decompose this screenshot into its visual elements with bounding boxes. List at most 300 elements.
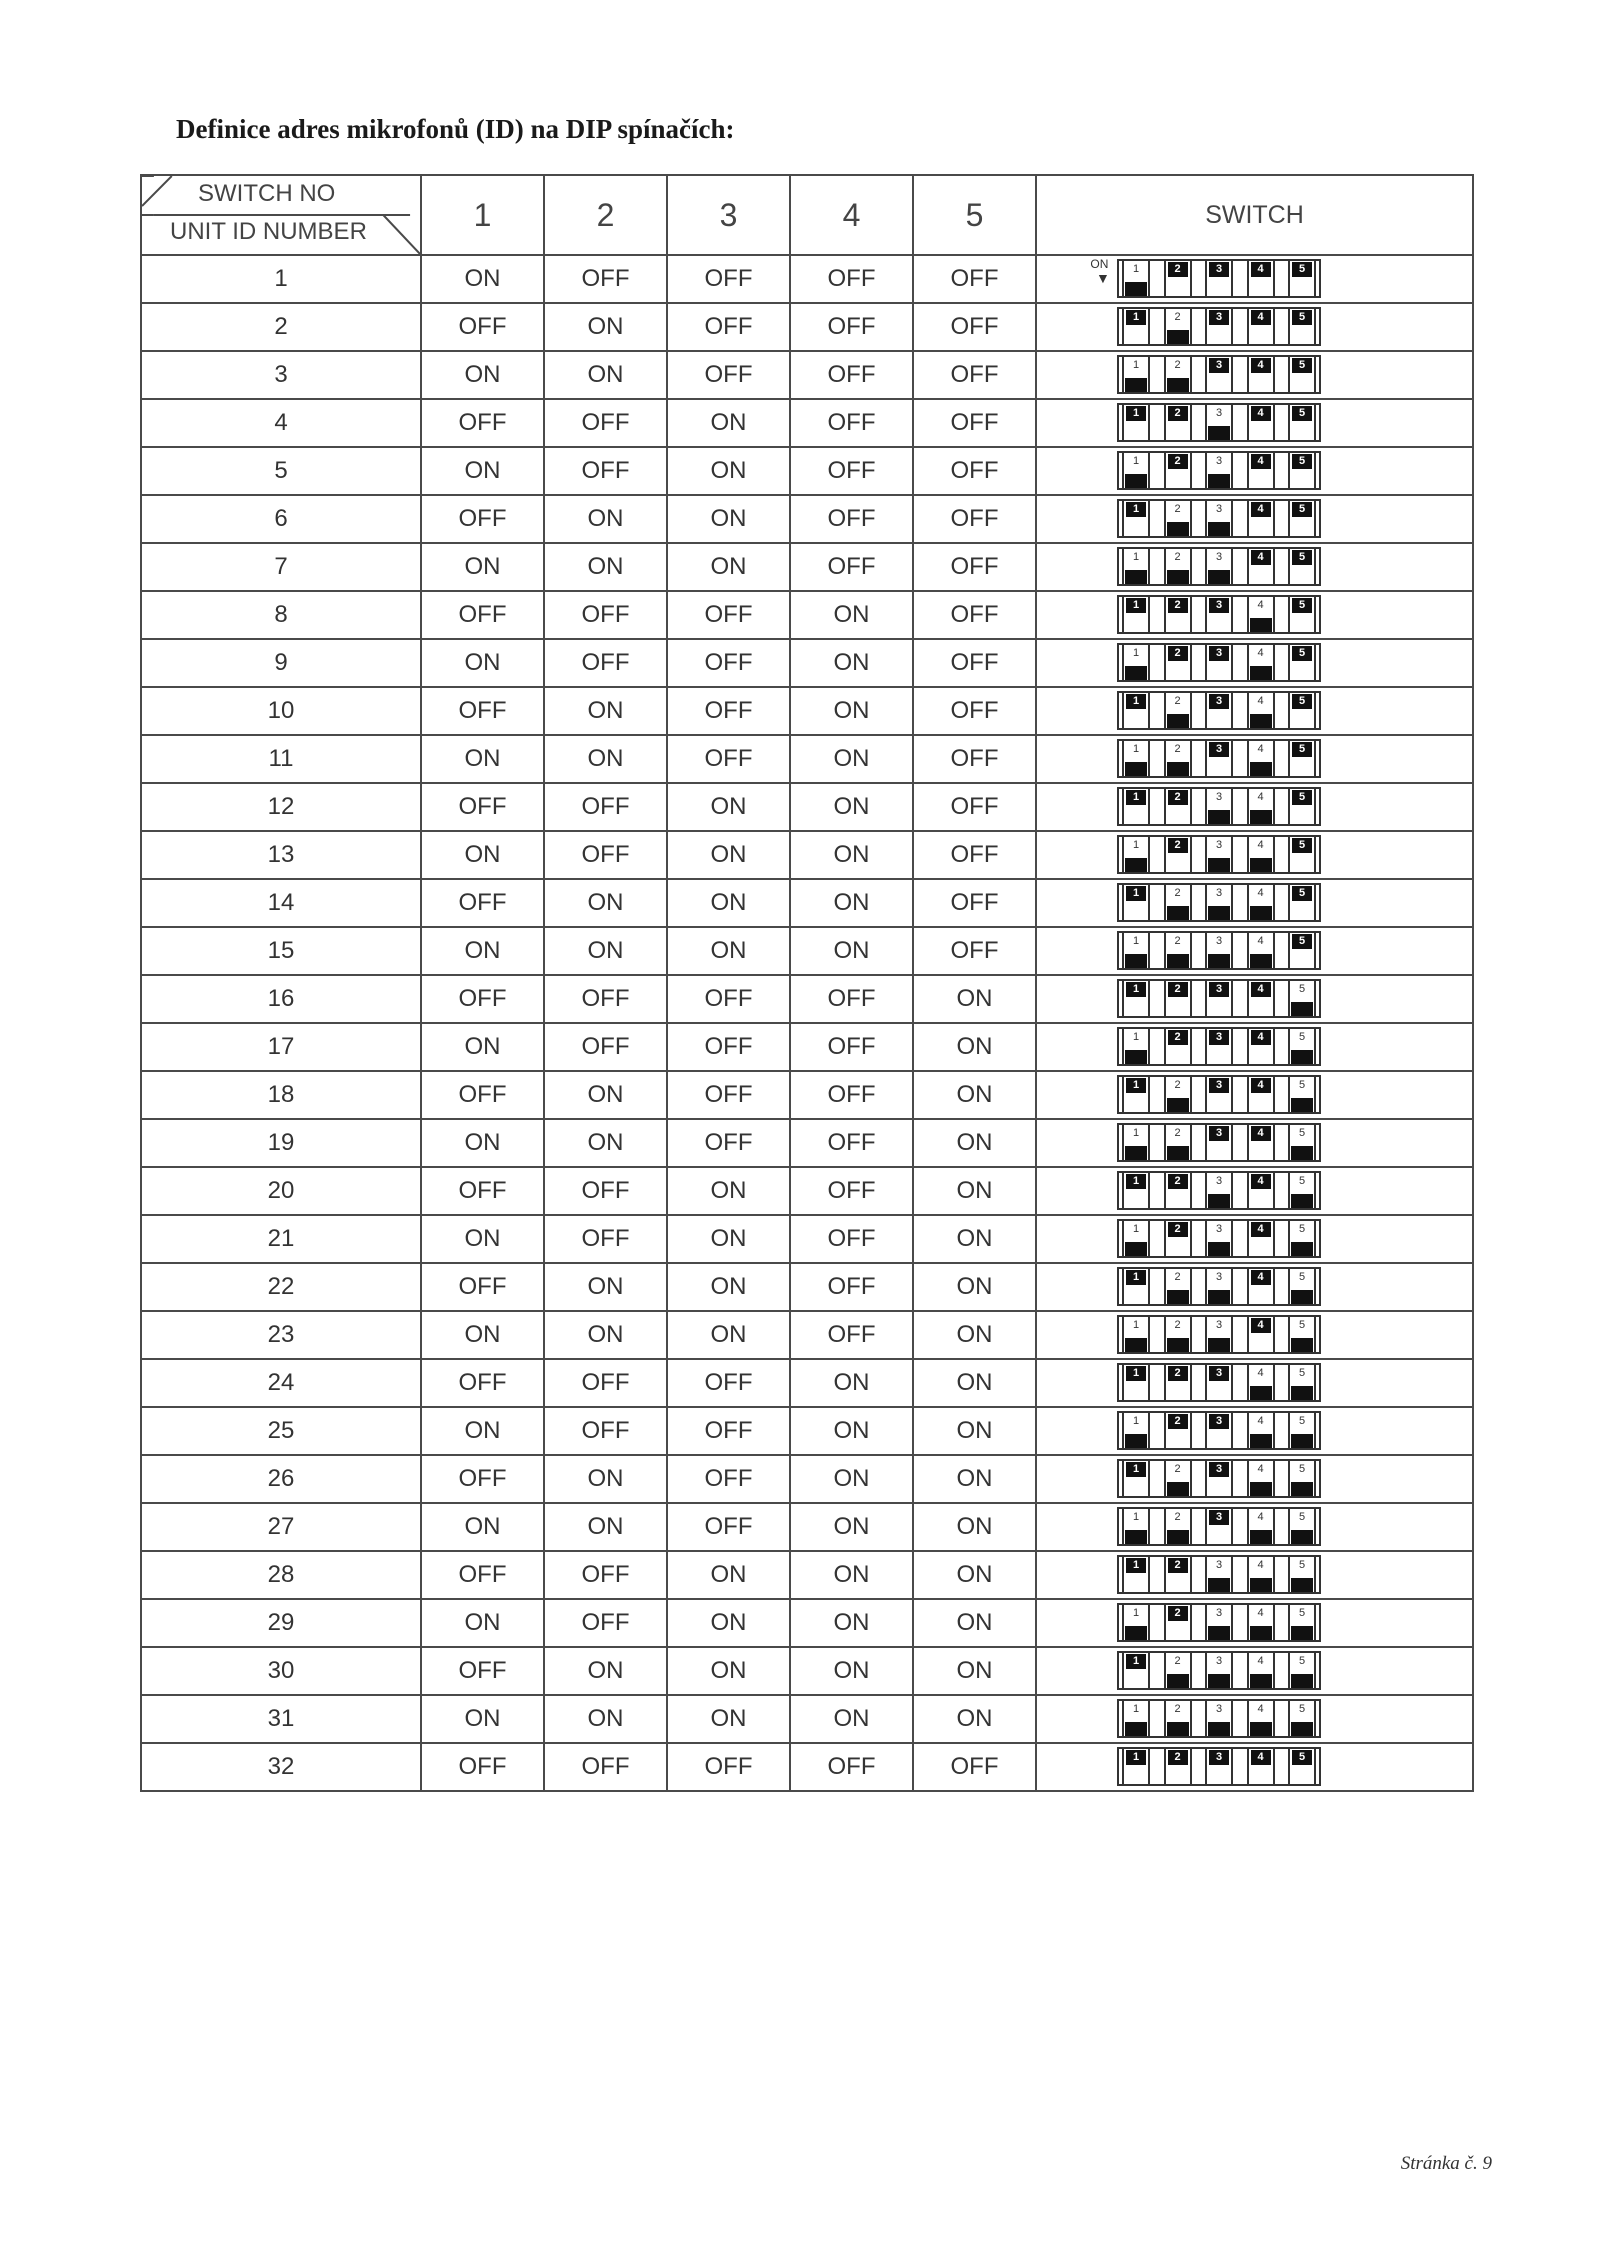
dip-lever-number: 3	[1209, 646, 1229, 661]
dip-lever-off	[1122, 1557, 1150, 1592]
switch-state-cell: OFF	[544, 783, 667, 831]
dip-lever-knob	[1125, 1434, 1147, 1448]
dip-lever-number: 1	[1132, 455, 1140, 467]
switch-state-cell: OFF	[913, 495, 1036, 543]
dip-lever-on	[1247, 741, 1275, 776]
switch-state-cell: OFF	[790, 975, 913, 1023]
switch-state-cell: OFF	[667, 303, 790, 351]
dip-lever-knob	[1208, 522, 1230, 536]
dip-lever-on	[1122, 549, 1150, 584]
dip-lever-number: 3	[1215, 1319, 1223, 1331]
dip-lever-knob	[1208, 1338, 1230, 1352]
table-row	[141, 1359, 1473, 1407]
on-marker-label: ON	[1090, 257, 1109, 271]
dip-switch-icon	[1117, 1747, 1321, 1786]
switch-state-cell: OFF	[421, 975, 544, 1023]
dip-switch-diagram-cell	[1036, 1359, 1473, 1407]
dip-lever-off	[1247, 357, 1275, 392]
switch-state-cell: OFF	[667, 735, 790, 783]
switch-state-cell: ON	[667, 831, 790, 879]
table-row	[141, 831, 1473, 879]
dip-lever-knob	[1167, 1674, 1189, 1688]
dip-lever-knob	[1208, 858, 1230, 872]
dip-lever-off	[1247, 549, 1275, 584]
dip-lever-number: 1	[1132, 263, 1140, 275]
switch-state-cell: OFF	[544, 639, 667, 687]
dip-lever-on	[1288, 1269, 1316, 1304]
dip-lever-on	[1122, 1029, 1150, 1064]
dip-lever-on	[1205, 1221, 1233, 1256]
dip-lever-number: 4	[1251, 1078, 1271, 1093]
table-row	[141, 1407, 1473, 1455]
dip-lever-number: 2	[1174, 1511, 1181, 1523]
dip-lever-number: 4	[1257, 599, 1264, 611]
dip-lever-knob	[1167, 1146, 1189, 1160]
dip-switch-icon	[1117, 1219, 1321, 1258]
dip-switch-icon	[1117, 883, 1321, 922]
dip-lever-number: 5	[1292, 790, 1312, 805]
switch-state-cell: OFF	[790, 255, 913, 303]
switch-state-cell: ON	[421, 1599, 544, 1647]
switch-state-cell: OFF	[544, 399, 667, 447]
dip-lever-number: 5	[1292, 454, 1312, 469]
switch-state-cell: ON	[790, 735, 913, 783]
dip-lever-number: 3	[1215, 791, 1223, 803]
dip-lever-number: 2	[1168, 406, 1188, 421]
dip-lever-number: 4	[1257, 647, 1264, 659]
switch-state-cell: ON	[544, 351, 667, 399]
switch-state-cell: ON	[421, 639, 544, 687]
dip-lever-knob	[1250, 618, 1272, 632]
dip-lever-knob	[1125, 1338, 1147, 1352]
unit-id-cell: 15	[141, 927, 421, 975]
dip-lever-number: 4	[1251, 1174, 1271, 1189]
dip-lever-number: 1	[1132, 1607, 1140, 1619]
dip-lever-off	[1122, 501, 1150, 536]
dip-lever-on	[1164, 1653, 1192, 1688]
dip-lever-off	[1247, 1173, 1275, 1208]
switch-state-cell: OFF	[667, 687, 790, 735]
on-direction-marker	[1089, 258, 1110, 285]
dip-lever-knob	[1291, 1290, 1313, 1304]
dip-lever-on	[1164, 1317, 1192, 1352]
switch-state-cell: OFF	[421, 1359, 544, 1407]
switch-state-cell: OFF	[667, 975, 790, 1023]
dip-lever-on	[1122, 357, 1150, 392]
dip-lever-on	[1288, 1653, 1316, 1688]
dip-lever-on	[1247, 1557, 1275, 1592]
dip-lever-off	[1164, 261, 1192, 296]
switch-state-cell: ON	[544, 543, 667, 591]
dip-lever-knob	[1208, 1194, 1230, 1208]
dip-lever-off	[1164, 405, 1192, 440]
dip-lever-off	[1122, 1269, 1150, 1304]
dip-lever-number: 2	[1168, 1414, 1188, 1429]
dip-lever-number: 1	[1126, 502, 1146, 517]
dip-lever-number: 5	[1292, 598, 1312, 613]
table-row	[141, 303, 1473, 351]
dip-lever-number: 2	[1174, 1463, 1181, 1475]
dip-switch-icon	[1117, 1123, 1321, 1162]
dip-lever-knob	[1125, 570, 1147, 584]
unit-id-cell: 27	[141, 1503, 421, 1551]
dip-lever-on	[1288, 1557, 1316, 1592]
dip-lever-number: 1	[1132, 743, 1140, 755]
dip-lever-on	[1122, 1413, 1150, 1448]
dip-lever-off	[1164, 645, 1192, 680]
switch-state-cell: ON	[421, 1119, 544, 1167]
switch-state-cell: ON	[790, 591, 913, 639]
dip-lever-number: 1	[1126, 598, 1146, 613]
dip-lever-knob	[1125, 666, 1147, 680]
dip-switch-diagram-cell	[1036, 1119, 1473, 1167]
switch-state-cell: OFF	[913, 591, 1036, 639]
dip-lever-off	[1122, 1653, 1150, 1688]
dip-lever-on	[1122, 933, 1150, 968]
dip-lever-number: 1	[1126, 1750, 1146, 1765]
dip-switch-diagram-cell	[1036, 495, 1473, 543]
unit-id-cell: 18	[141, 1071, 421, 1119]
dip-lever-off	[1122, 597, 1150, 632]
dip-lever-knob	[1208, 426, 1230, 440]
dip-lever-number: 5	[1292, 550, 1312, 565]
switch-state-cell: ON	[913, 1503, 1036, 1551]
dip-switch-icon	[1117, 787, 1321, 826]
table-row	[141, 1695, 1473, 1743]
dip-switch-diagram-cell	[1036, 1407, 1473, 1455]
switch-state-cell: ON	[913, 1167, 1036, 1215]
unit-id-cell: 25	[141, 1407, 421, 1455]
dip-lever-number: 3	[1209, 1510, 1229, 1525]
dip-lever-number: 5	[1292, 502, 1312, 517]
dip-lever-on	[1288, 1365, 1316, 1400]
dip-lever-off	[1247, 309, 1275, 344]
unit-id-cell: 16	[141, 975, 421, 1023]
dip-switch-diagram-cell	[1036, 1503, 1473, 1551]
switch-state-cell: OFF	[913, 639, 1036, 687]
dip-lever-number: 5	[1292, 406, 1312, 421]
dip-lever-knob	[1208, 954, 1230, 968]
table-row	[141, 1551, 1473, 1599]
dip-lever-number: 4	[1251, 1030, 1271, 1045]
switch-state-cell: ON	[544, 1455, 667, 1503]
switch-column-header: 5	[913, 175, 1036, 255]
dip-switch-diagram-cell	[1036, 1599, 1473, 1647]
dip-lever-off	[1164, 981, 1192, 1016]
dip-lever-off	[1247, 453, 1275, 488]
switch-state-cell: OFF	[667, 639, 790, 687]
dip-lever-number: 5	[1298, 1271, 1306, 1283]
switch-state-cell: OFF	[913, 303, 1036, 351]
dip-lever-number: 1	[1132, 1127, 1140, 1139]
dip-lever-knob	[1167, 906, 1189, 920]
dip-lever-knob	[1208, 810, 1230, 824]
dip-lever-on	[1247, 597, 1275, 632]
dip-switch-diagram-cell	[1036, 1167, 1473, 1215]
dip-lever-on	[1247, 837, 1275, 872]
dip-lever-on	[1164, 933, 1192, 968]
dip-lever-off	[1122, 789, 1150, 824]
switch-state-cell: OFF	[790, 399, 913, 447]
dip-lever-number: 2	[1168, 1366, 1188, 1381]
dip-switch-diagram-cell	[1036, 399, 1473, 447]
dip-lever-number: 3	[1215, 407, 1223, 419]
dip-lever-number: 2	[1174, 1079, 1181, 1091]
dip-switch-diagram-cell	[1036, 351, 1473, 399]
dip-lever-on	[1122, 261, 1150, 296]
dip-lever-number: 1	[1126, 694, 1146, 709]
dip-lever-on	[1205, 405, 1233, 440]
dip-lever-knob	[1125, 1242, 1147, 1256]
dip-lever-knob	[1250, 810, 1272, 824]
switch-state-cell: ON	[421, 1215, 544, 1263]
dip-lever-on	[1288, 1077, 1316, 1112]
dip-lever-on	[1247, 789, 1275, 824]
dip-switch-icon	[1117, 691, 1321, 730]
corner-header-cell	[141, 175, 421, 255]
dip-lever-off	[1164, 1749, 1192, 1784]
dip-lever-number: 4	[1257, 791, 1264, 803]
dip-lever-number: 1	[1132, 839, 1140, 851]
dip-lever-knob	[1125, 1050, 1147, 1064]
dip-lever-knob	[1167, 762, 1189, 776]
dip-lever-on	[1205, 837, 1233, 872]
switch-state-cell: OFF	[790, 1023, 913, 1071]
dip-lever-number: 4	[1251, 982, 1271, 997]
switch-state-cell: ON	[913, 1551, 1036, 1599]
dip-switch-diagram-cell	[1036, 591, 1473, 639]
dip-lever-number: 1	[1126, 1366, 1146, 1381]
dip-lever-off	[1164, 1365, 1192, 1400]
dip-lever-knob	[1250, 1530, 1272, 1544]
dip-lever-number: 5	[1298, 1079, 1306, 1091]
dip-lever-knob	[1291, 1338, 1313, 1352]
unit-id-cell: 29	[141, 1599, 421, 1647]
dip-lever-knob	[1208, 1578, 1230, 1592]
switch-state-cell: OFF	[544, 1743, 667, 1791]
dip-switch-icon	[1117, 1555, 1321, 1594]
dip-lever-number: 4	[1251, 406, 1271, 421]
dip-lever-number: 4	[1251, 1270, 1271, 1285]
dip-switch-icon	[1117, 1699, 1321, 1738]
dip-lever-off	[1122, 309, 1150, 344]
dip-lever-number: 5	[1292, 838, 1312, 853]
dip-lever-knob	[1208, 1722, 1230, 1736]
dip-lever-knob	[1291, 1098, 1313, 1112]
dip-lever-off	[1288, 837, 1316, 872]
dip-switch-icon	[1117, 355, 1321, 394]
dip-lever-knob	[1291, 1434, 1313, 1448]
switch-state-cell: OFF	[544, 1167, 667, 1215]
dip-lever-number: 2	[1168, 1174, 1188, 1189]
table-row	[141, 1071, 1473, 1119]
switch-state-cell: ON	[544, 687, 667, 735]
switch-state-cell: ON	[790, 879, 913, 927]
dip-switch-diagram-cell	[1036, 1551, 1473, 1599]
dip-lever-on	[1288, 1461, 1316, 1496]
switch-state-cell: OFF	[421, 783, 544, 831]
switch-state-cell: ON	[790, 1455, 913, 1503]
unit-id-cell: 8	[141, 591, 421, 639]
table-row	[141, 783, 1473, 831]
dip-lever-number: 3	[1209, 1030, 1229, 1045]
dip-lever-number: 4	[1257, 695, 1264, 707]
table-row	[141, 351, 1473, 399]
unit-id-cell: 22	[141, 1263, 421, 1311]
dip-lever-off	[1247, 1749, 1275, 1784]
dip-lever-number: 3	[1209, 262, 1229, 277]
dip-lever-off	[1205, 309, 1233, 344]
dip-lever-number: 4	[1257, 1463, 1264, 1475]
switch-state-cell: OFF	[421, 1743, 544, 1791]
dip-lever-number: 1	[1132, 1031, 1140, 1043]
dip-lever-on	[1288, 1509, 1316, 1544]
dip-lever-number: 4	[1257, 1415, 1264, 1427]
dip-lever-knob	[1291, 1482, 1313, 1496]
dip-lever-off	[1205, 741, 1233, 776]
switch-state-cell: OFF	[544, 1359, 667, 1407]
switch-state-cell: ON	[667, 1215, 790, 1263]
unit-id-cell: 31	[141, 1695, 421, 1743]
switch-state-cell: ON	[544, 1119, 667, 1167]
dip-lever-off	[1205, 1413, 1233, 1448]
switch-state-cell: OFF	[913, 255, 1036, 303]
dip-lever-on	[1164, 1269, 1192, 1304]
dip-lever-number: 3	[1215, 1655, 1223, 1667]
dip-lever-number: 2	[1168, 790, 1188, 805]
dip-lever-number: 1	[1132, 1511, 1140, 1523]
dip-lever-off	[1288, 933, 1316, 968]
dip-lever-on	[1247, 1413, 1275, 1448]
table-row	[141, 1311, 1473, 1359]
unit-id-cell: 6	[141, 495, 421, 543]
dip-lever-number: 4	[1257, 935, 1264, 947]
switch-state-cell: OFF	[421, 1167, 544, 1215]
dip-lever-number: 2	[1174, 1127, 1181, 1139]
dip-lever-number: 3	[1209, 310, 1229, 325]
dip-switch-diagram-cell	[1036, 1263, 1473, 1311]
dip-lever-number: 3	[1215, 551, 1223, 563]
dip-lever-on	[1164, 885, 1192, 920]
dip-lever-on	[1122, 1701, 1150, 1736]
dip-lever-number: 1	[1132, 1319, 1140, 1331]
dip-lever-off	[1164, 837, 1192, 872]
page-title: Definice adres mikrofonů (ID) na DIP spínačích:	[176, 114, 735, 144]
table-row	[141, 1119, 1473, 1167]
dip-lever-on	[1122, 453, 1150, 488]
dip-lever-on	[1164, 549, 1192, 584]
dip-lever-off	[1288, 693, 1316, 728]
switch-state-cell: ON	[790, 1359, 913, 1407]
switch-state-cell: OFF	[544, 255, 667, 303]
table-row	[141, 399, 1473, 447]
dip-lever-number: 5	[1292, 262, 1312, 277]
dip-lever-knob	[1250, 1674, 1272, 1688]
dip-lever-number: 2	[1174, 503, 1181, 515]
dip-lever-number: 1	[1126, 790, 1146, 805]
switch-state-cell: OFF	[421, 1551, 544, 1599]
dip-lever-number: 5	[1298, 1415, 1306, 1427]
dip-lever-off	[1247, 261, 1275, 296]
dip-lever-number: 1	[1126, 982, 1146, 997]
unit-id-cell: 10	[141, 687, 421, 735]
dip-lever-knob	[1291, 1194, 1313, 1208]
dip-lever-number: 3	[1209, 982, 1229, 997]
dip-lever-number: 1	[1126, 1174, 1146, 1189]
dip-lever-knob	[1208, 474, 1230, 488]
dip-lever-knob	[1250, 906, 1272, 920]
switch-state-cell: ON	[913, 1215, 1036, 1263]
switch-state-cell: ON	[667, 399, 790, 447]
dip-lever-knob	[1250, 1626, 1272, 1640]
switch-state-cell: OFF	[421, 1647, 544, 1695]
dip-lever-knob	[1291, 1674, 1313, 1688]
dip-lever-knob	[1250, 1434, 1272, 1448]
dip-lever-on	[1288, 1221, 1316, 1256]
dip-lever-knob	[1250, 858, 1272, 872]
switch-state-cell: ON	[790, 639, 913, 687]
unit-id-cell: 14	[141, 879, 421, 927]
dip-switch-icon	[1117, 739, 1321, 778]
switch-state-cell: OFF	[790, 543, 913, 591]
dip-lever-off	[1205, 645, 1233, 680]
switch-state-cell: ON	[544, 1647, 667, 1695]
dip-lever-number: 5	[1292, 694, 1312, 709]
switch-state-cell: ON	[421, 1023, 544, 1071]
dip-lever-knob	[1167, 1482, 1189, 1496]
dip-switch-diagram-cell	[1036, 1455, 1473, 1503]
dip-lever-number: 3	[1215, 887, 1223, 899]
dip-lever-on	[1205, 885, 1233, 920]
dip-lever-on	[1205, 1605, 1233, 1640]
switch-state-cell: ON	[421, 1311, 544, 1359]
dip-lever-on	[1164, 1077, 1192, 1112]
switch-state-cell: ON	[421, 447, 544, 495]
dip-lever-off	[1205, 1461, 1233, 1496]
dip-lever-number: 4	[1251, 502, 1271, 517]
dip-lever-number: 2	[1174, 1655, 1181, 1667]
dip-switch-icon	[1117, 979, 1321, 1018]
dip-switch-icon	[1117, 1603, 1321, 1642]
switch-column-header: 3	[667, 175, 790, 255]
dip-lever-number: 5	[1298, 1175, 1306, 1187]
switch-state-cell: OFF	[544, 1551, 667, 1599]
dip-lever-number: 5	[1292, 886, 1312, 901]
dip-lever-number: 3	[1209, 742, 1229, 757]
dip-lever-on	[1205, 1557, 1233, 1592]
dip-lever-off	[1164, 453, 1192, 488]
dip-lever-number: 2	[1168, 646, 1188, 661]
table-row	[141, 1215, 1473, 1263]
switch-state-cell: OFF	[421, 591, 544, 639]
dip-lever-off	[1288, 309, 1316, 344]
dip-lever-number: 1	[1132, 1223, 1140, 1235]
dip-lever-knob	[1125, 1530, 1147, 1544]
dip-lever-number: 2	[1174, 1703, 1181, 1715]
switch-state-cell: ON	[667, 1551, 790, 1599]
dip-lever-on	[1288, 1701, 1316, 1736]
switch-state-cell: ON	[421, 255, 544, 303]
dip-lever-number: 1	[1126, 1654, 1146, 1669]
dip-lever-on	[1247, 1605, 1275, 1640]
switch-state-cell: OFF	[667, 1023, 790, 1071]
unit-id-cell: 13	[141, 831, 421, 879]
dip-lever-knob	[1291, 1386, 1313, 1400]
switch-state-cell: ON	[667, 783, 790, 831]
switch-state-cell: OFF	[421, 687, 544, 735]
switch-state-cell: OFF	[913, 1743, 1036, 1791]
dip-lever-number: 3	[1215, 455, 1223, 467]
